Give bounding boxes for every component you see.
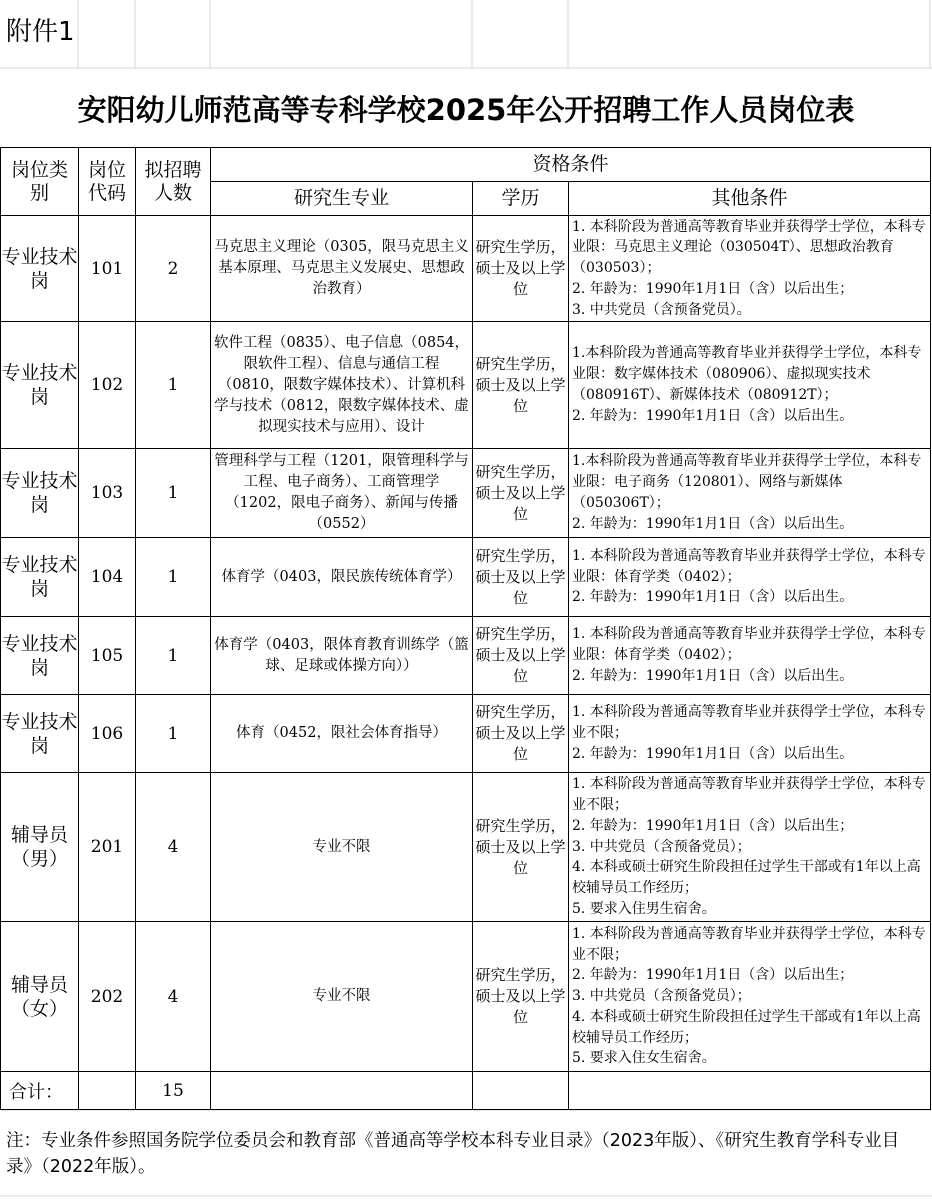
category-cell: 专业技术岗 [1, 449, 79, 538]
category-cell: 专业技术岗 [1, 216, 79, 322]
major-cell: 专业不限 [211, 922, 473, 1072]
conditions-cell [569, 216, 931, 322]
total-empty-cell [569, 1072, 931, 1110]
code-cell: 101 [79, 216, 136, 322]
table-row [1, 773, 931, 922]
total-label: 合计： [1, 1072, 79, 1110]
table-row [1, 617, 931, 695]
code-cell: 104 [79, 538, 136, 617]
education-cell: 研究生学历，硕士及以上学位 [473, 538, 569, 617]
condition-line: 1.本科阶段为普通高等教育毕业并获得学士学位，本科专业限：数字媒体技术（080906）、虚拟现实技术（080916T）、新媒体技术（080912T）； [572, 345, 922, 403]
condition-line: 4. 本科或硕士研究生阶段担任过学生干部或有1年以上高校辅导员工作经历； [572, 859, 921, 897]
header-count: 拟招聘人数 [136, 148, 211, 216]
condition-line: 1. 本科阶段为普通高等教育毕业并获得学士学位，本科专业限：体育学类（0402）； [572, 626, 926, 664]
major-cell: 管理科学与工程（1201，限管理科学与工程、电子商务）、工商管理学（1202，限电子商务）、新闻与传播（0552） [211, 449, 473, 538]
condition-line: 1. 本科阶段为普通高等教育毕业并获得学士学位，本科专业限：马克思主义理论（030504T）、思想政治教育（030503）； [572, 218, 926, 277]
condition-line: 2. 年龄为：1990年1月1日（含）以后出生； [572, 280, 854, 297]
conditions-cell [569, 538, 931, 617]
category-cell: 专业技术岗 [1, 617, 79, 695]
condition-line: 5. 要求入住男生宿舍。 [572, 900, 716, 917]
page-title: 安阳幼儿师范高等专科学校2025年公开招聘工作人员岗位表 [77, 93, 855, 127]
count-cell: 1 [136, 695, 211, 773]
major-cell: 体育学（0403，限体育教育训练学（篮球、足球或体操方向）） [211, 617, 473, 695]
total-empty-cell [473, 1072, 569, 1110]
header-major: 研究生专业 [211, 182, 473, 216]
condition-line: 4. 本科或硕士研究生阶段担任过学生干部或有1年以上高校辅导员工作经历； [572, 1008, 921, 1046]
count-cell: 2 [136, 216, 211, 322]
category-cell: 辅导员（男） [1, 773, 79, 922]
total-empty-cell [211, 1072, 473, 1110]
condition-line: 2. 年龄为：1990年1月1日（含）以后出生； [572, 817, 854, 834]
conditions-cell [569, 617, 931, 695]
condition-line: 5. 要求入住女生宿舍。 [572, 1050, 716, 1067]
condition-line: 2. 年龄为：1990年1月1日（含）以后出生。 [572, 745, 854, 762]
count-cell: 1 [136, 617, 211, 695]
condition-line: 1. 本科阶段为普通高等教育毕业并获得学士学位，本科专业不限； [572, 925, 926, 963]
condition-line: 2. 年龄为：1990年1月1日（含）以后出生； [572, 967, 854, 984]
condition-line: 3. 中共党员（含预备党员）； [572, 838, 751, 855]
condition-line: 3. 中共党员（含预备党员）； [572, 988, 751, 1005]
total-empty-cell [79, 1072, 136, 1110]
education-cell: 研究生学历，硕士及以上学位 [473, 322, 569, 449]
conditions-cell [569, 922, 931, 1072]
header-other: 其他条件 [569, 182, 931, 216]
condition-line: 1. 本科阶段为普通高等教育毕业并获得学士学位，本科专业限：体育学类（0402）； [572, 547, 926, 585]
major-cell: 马克思主义理论（0305，限马克思主义基本原理、马克思主义发展史、思想政治教育） [211, 216, 473, 322]
code-cell: 202 [79, 922, 136, 1072]
condition-line: 1. 本科阶段为普通高等教育毕业并获得学士学位，本科专业不限； [572, 776, 926, 813]
education-cell: 研究生学历，硕士及以上学位 [473, 695, 569, 773]
condition-line: 2. 年龄为：1990年1月1日（含）以后出生。 [572, 515, 854, 532]
code-cell: 106 [79, 695, 136, 773]
attachment-label: 附件1 [6, 17, 75, 47]
total-row [1, 1072, 931, 1110]
job-positions-table [0, 147, 931, 1110]
header-code: 岗位代码 [79, 148, 136, 216]
category-cell: 辅导员（女） [1, 922, 79, 1072]
major-cell: 专业不限 [211, 773, 473, 922]
table-row [1, 449, 931, 538]
header-qualifications: 资格条件 [211, 148, 931, 182]
major-cell: 软件工程（0835）、电子信息（0854，限软件工程）、信息与通信工程（0810，限数字媒体技术）、计算机科学与技术（0812，限数字媒体技术、虚拟现实技术与应用）、设计 [211, 322, 473, 449]
category-cell: 专业技术岗 [1, 538, 79, 617]
education-cell: 研究生学历，硕士及以上学位 [473, 773, 569, 922]
conditions-cell [569, 449, 931, 538]
major-cell: 体育（0452，限社会体育指导） [211, 695, 473, 773]
condition-line: 3. 中共党员（含预备党员）。 [572, 301, 751, 318]
table-row [1, 538, 931, 617]
education-cell: 研究生学历，硕士及以上学位 [473, 449, 569, 538]
condition-line: 1.本科阶段为普通高等教育毕业并获得学士学位，本科专业限：电子商务（120801）、网络与新媒体（050306T）； [572, 453, 922, 511]
condition-line: 2. 年龄为：1990年1月1日（含）以后出生。 [572, 407, 854, 424]
header-row-1 [1, 148, 931, 182]
code-cell: 102 [79, 322, 136, 449]
table-row [1, 322, 931, 449]
category-cell: 专业技术岗 [1, 322, 79, 449]
category-cell: 专业技术岗 [1, 695, 79, 773]
table-row [1, 922, 931, 1072]
code-cell: 103 [79, 449, 136, 538]
total-count: 15 [136, 1072, 211, 1110]
header-education: 学历 [473, 182, 569, 216]
condition-line: 1. 本科阶段为普通高等教育毕业并获得学士学位，本科专业不限； [572, 704, 926, 742]
major-cell: 体育学（0403，限民族传统体育学） [211, 538, 473, 617]
code-cell: 201 [79, 773, 136, 922]
count-cell: 1 [136, 322, 211, 449]
count-cell: 1 [136, 538, 211, 617]
count-cell: 1 [136, 449, 211, 538]
table-row [1, 695, 931, 773]
count-cell: 4 [136, 922, 211, 1072]
code-cell: 105 [79, 617, 136, 695]
condition-line: 2. 年龄为：1990年1月1日（含）以后出生。 [572, 667, 854, 684]
education-cell: 研究生学历，硕士及以上学位 [473, 922, 569, 1072]
education-cell: 研究生学历，硕士及以上学位 [473, 617, 569, 695]
conditions-cell [569, 773, 931, 922]
education-cell: 研究生学历，硕士及以上学位 [473, 216, 569, 322]
header-category: 岗位类别 [1, 148, 79, 216]
footnote: 注：专业条件参照国务院学位委员会和教育部《普通高等学校本科专业目录》（2023年版）、《研究生教育学科专业目录》（2022年版）。 [6, 1131, 900, 1177]
condition-line: 2. 年龄为：1990年1月1日（含）以后出生。 [572, 589, 854, 606]
table-row [1, 216, 931, 322]
count-cell: 4 [136, 773, 211, 922]
conditions-cell [569, 695, 931, 773]
conditions-cell [569, 322, 931, 449]
